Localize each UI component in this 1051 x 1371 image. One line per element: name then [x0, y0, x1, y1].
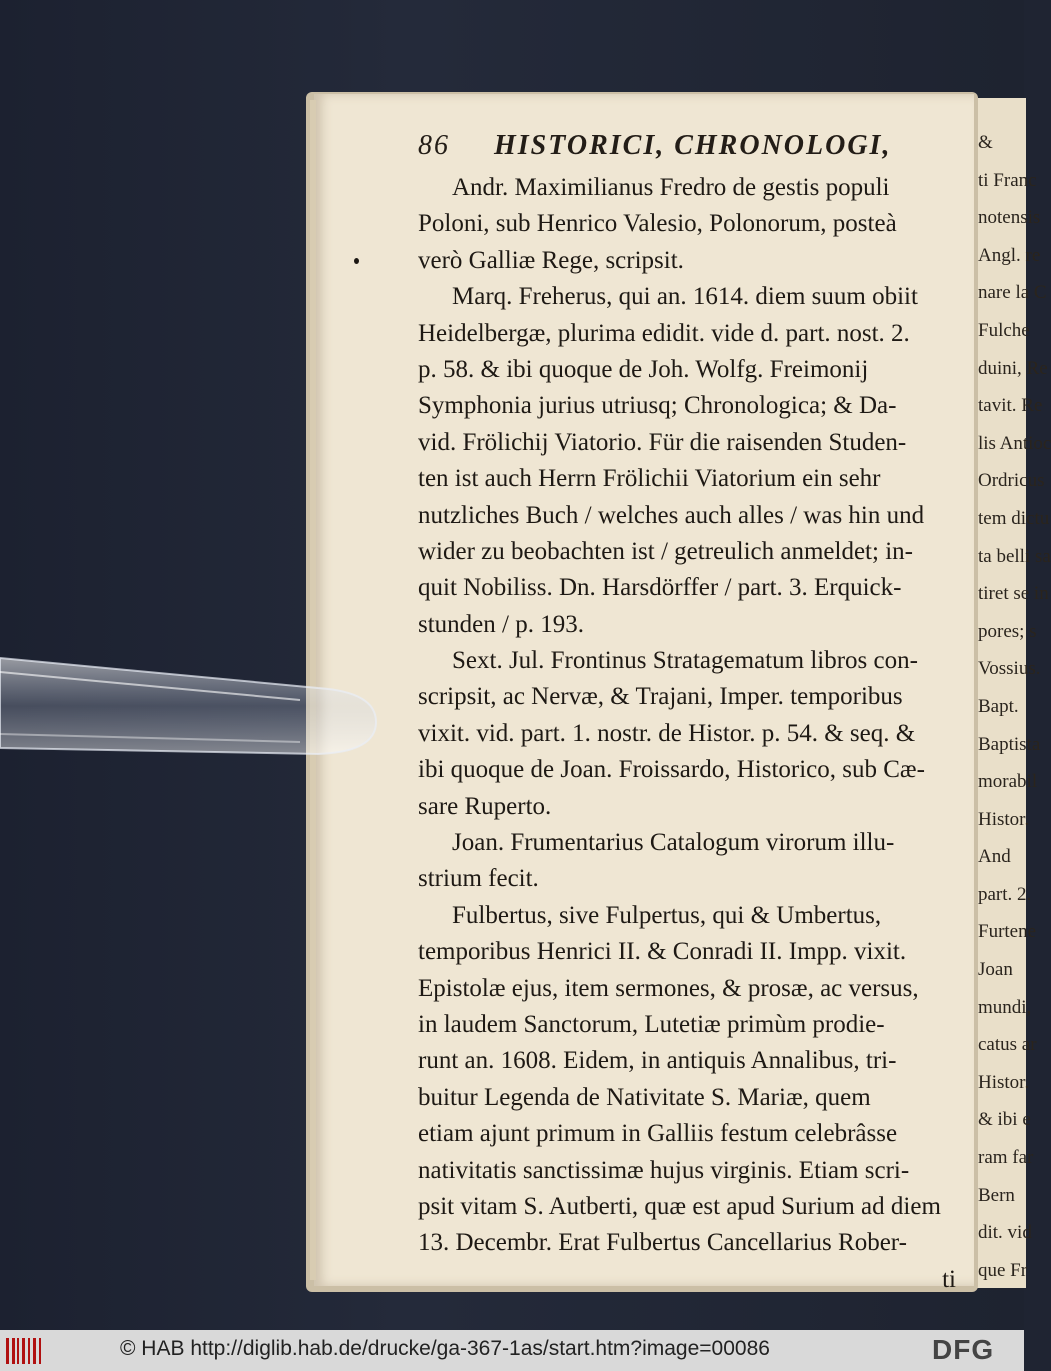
text-line: Joan. Frumentarius Catalogum virorum illu-: [452, 829, 895, 857]
text-line: Fulbertus, sive Fulpertus, qui & Umbertus,: [452, 901, 882, 929]
facing-page-line: ti Franc: [978, 169, 1037, 191]
facing-page-line: Vossius.: [978, 658, 1041, 680]
text-line: psit vitam S. Autberti, quæ est apud Surium ad diem: [418, 1192, 941, 1220]
facing-page-line: Furtene: [978, 921, 1037, 943]
text-line: buitur Legenda de Nativitate S. Mariæ, quem: [418, 1083, 871, 1111]
facing-page-line: dit. vid: [978, 1222, 1032, 1244]
text-line: vid. Frölichij Viatorio. Für die raisenden Studen-: [418, 428, 907, 456]
text-line: ibi quoque de Joan. Froissardo, Historico, sub Cæ-: [418, 756, 925, 784]
book-page: [314, 94, 974, 1293]
facing-page-line: Baptista: [978, 733, 1041, 755]
text-line: etiam ajunt primum in Galliis festum celebrâsse: [418, 1120, 898, 1148]
text-line: sare Ruperto.: [418, 792, 552, 820]
text-line: p. 58. & ibi quoque de Joh. Wolfg. Freimonij: [418, 355, 869, 383]
text-line: Poloni, sub Henrico Valesio, Polonorum, posteà: [418, 210, 897, 238]
text-line: runt an. 1608. Eidem, in antiquis Annalibus, tri-: [418, 1047, 897, 1075]
text-line: 13. Decembr. Erat Fulbertus Cancellarius Rober-: [418, 1229, 907, 1257]
running-title: HISTORICI, CHRONOLOGI,: [494, 130, 892, 161]
running-header: [418, 130, 938, 166]
text-line: Epistolæ ejus, item sermones, & prosæ, ac versus,: [418, 974, 919, 1002]
facing-page-line: lis Antioc: [978, 432, 1051, 454]
facing-page-line: ram far: [978, 1147, 1034, 1169]
facing-page-line: duini, Re: [978, 357, 1048, 379]
page-body-text: [418, 170, 966, 1298]
facing-page-line: Histor.: [978, 1071, 1030, 1093]
text-line: stunden / p. 193.: [418, 610, 584, 638]
footer-bar: [0, 1330, 1024, 1371]
text-line: strium fecit.: [418, 865, 539, 893]
facing-page-line: que Fr: [978, 1259, 1028, 1281]
facing-page-line: morabil: [978, 771, 1038, 793]
facing-page-line: Bern: [978, 1184, 1015, 1206]
text-line: temporibus Henrici II. & Conradi II. Impp. vixit.: [418, 938, 907, 966]
facing-page-line: mundi,: [978, 996, 1032, 1018]
facing-page-line: pores; s: [978, 620, 1037, 642]
copyright-link[interactable]: © HAB http://diglib.hab.de/drucke/ga-367-1as/start.htm?image=00086: [120, 1337, 770, 1360]
text-line: nutzliches Buch / welches auch alles / was hin und: [418, 501, 925, 529]
dfg-logo: DFG: [932, 1334, 995, 1365]
facing-page-line: tiret se in: [978, 583, 1049, 605]
text-line: nativitatis sanctissimæ hujus virginis. Etiam scri-: [418, 1156, 910, 1184]
text-line: ten ist auch Herrn Frölichii Viatorium ein sehr: [418, 465, 881, 493]
text-line: vixit. vid. part. 1. nostr. de Histor. p. 54. & seq. &: [418, 719, 916, 747]
text-line: in laudem Sanctorum, Lutetiæ primùm prodie-: [418, 1010, 885, 1038]
facing-page-line: Bapt.: [978, 695, 1019, 717]
glass-page-clip: [0, 630, 380, 760]
text-line: Marq. Freherus, qui an. 1614. diem suum obiit: [452, 283, 918, 311]
text-line: Sext. Jul. Frontinus Stratagematum libros con-: [452, 647, 918, 675]
facing-page-line: Fulche: [978, 319, 1030, 341]
text-line: Symphonia jurius utriusq; Chronologica; & Da-: [418, 392, 897, 420]
facing-page-line: Angl. re: [978, 244, 1041, 266]
page-number: 86: [418, 130, 450, 161]
facing-page-line: part. 2.: [978, 883, 1032, 905]
text-line: scripsit, ac Nervæ, & Trajani, Imper. temporibus: [418, 683, 903, 711]
facing-page-line: tem dictu: [978, 507, 1050, 529]
text-line: wider zu beobachten ist / getreulich anmeldet; in-: [418, 537, 913, 565]
text-line: Andr. Maximilianus Fredro de gestis populi: [452, 174, 890, 201]
margin-dot-mark: [354, 258, 359, 264]
text-line: ti: [942, 1265, 956, 1293]
facing-page-line: ta belli sa: [978, 545, 1051, 567]
facing-page-line: nare la C: [978, 282, 1047, 304]
facing-page-line: catus ar: [978, 1034, 1037, 1056]
facing-page-line: tavit. Re: [978, 395, 1043, 417]
text-line: quit Nobiliss. Dn. Harsdörffer / part. 3. Erquick-: [418, 574, 902, 602]
text-line: Heidelbergæ, plurima edidit. vide d. part. nost. 2.: [418, 319, 910, 347]
facing-page-line: notensis: [978, 207, 1041, 229]
facing-page-line: & ibi e: [978, 1109, 1031, 1131]
facing-page-line: Joan: [978, 959, 1013, 981]
barcode-icon: [6, 1338, 44, 1364]
facing-page-line: Ordricus: [978, 470, 1045, 492]
facing-page-line: Histor.: [978, 808, 1030, 830]
facing-page-line: And: [978, 846, 1011, 868]
text-line: verò Galliæ Rege, scripsit.: [418, 246, 684, 274]
facing-page-line: &: [978, 132, 993, 153]
